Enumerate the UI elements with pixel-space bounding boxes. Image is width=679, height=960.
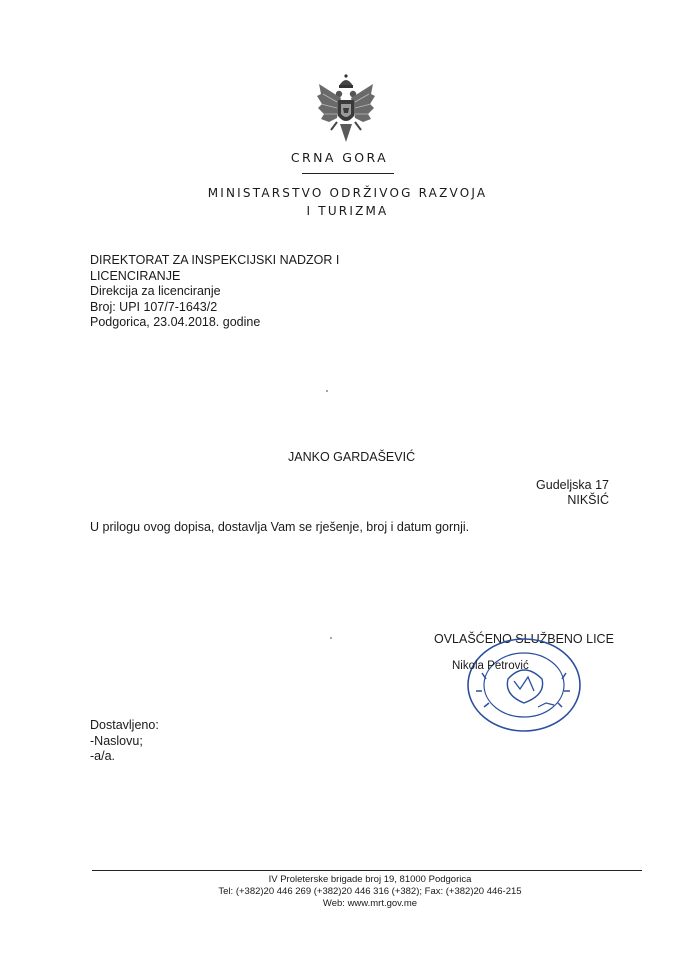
distribution-item: -a/a. [90, 749, 116, 763]
footer-divider [92, 870, 642, 871]
footer-address: IV Proleterske brigade broj 19, 81000 Podgorica [268, 874, 472, 885]
official-stamp-icon [462, 633, 590, 733]
footer-phones: Tel: (+382)20 446 269 (+382)20 446 316 (+382); Fax: (+382)20 446-215 [218, 886, 522, 897]
signature-title: OVLAŠĆENO SLUŽBENO LICE [434, 632, 614, 646]
scan-speck [326, 390, 328, 392]
coat-of-arms-icon [315, 72, 377, 148]
footer-web: Web: www.mrt.gov.me [322, 898, 418, 909]
body-text: U prilogu ovog dopisa, dostavlja Vam se rješenje, broj i datum gornji. [90, 520, 470, 534]
signatory-name: Nikola Petrović [452, 660, 529, 672]
distribution-heading: Dostavljeno: [90, 718, 159, 732]
directorate-line2: LICENCIRANJE [90, 268, 181, 283]
recipient-address [536, 478, 609, 508]
recipient-street: Gudeljska 17 [536, 478, 609, 492]
place-date: Podgorica, 23.04.2018. godine [90, 315, 261, 329]
recipient-city: NIKŠIĆ [567, 493, 609, 507]
distribution-item: -Naslovu; [90, 733, 143, 748]
header-divider [302, 173, 394, 174]
ministry-name-line2: I TURIZMA [306, 204, 389, 218]
recipient-name: JANKO GARDAŠEVIĆ [288, 450, 416, 464]
directorate-unit: Direkcija za licenciranje [90, 284, 221, 298]
reference-number: Broj: UPI 107/7-1643/2 [90, 299, 218, 314]
distribution-list [90, 718, 159, 765]
country-name: CRNA GORA [290, 150, 389, 165]
sender-block [90, 253, 339, 331]
directorate-line1: DIREKTORAT ZA INSPEKCIJSKI NADZOR I [90, 253, 340, 267]
ministry-name-line1: MINISTARSTVO ODRŽIVOG RAZVOJA [207, 186, 488, 200]
scan-speck [330, 637, 332, 639]
